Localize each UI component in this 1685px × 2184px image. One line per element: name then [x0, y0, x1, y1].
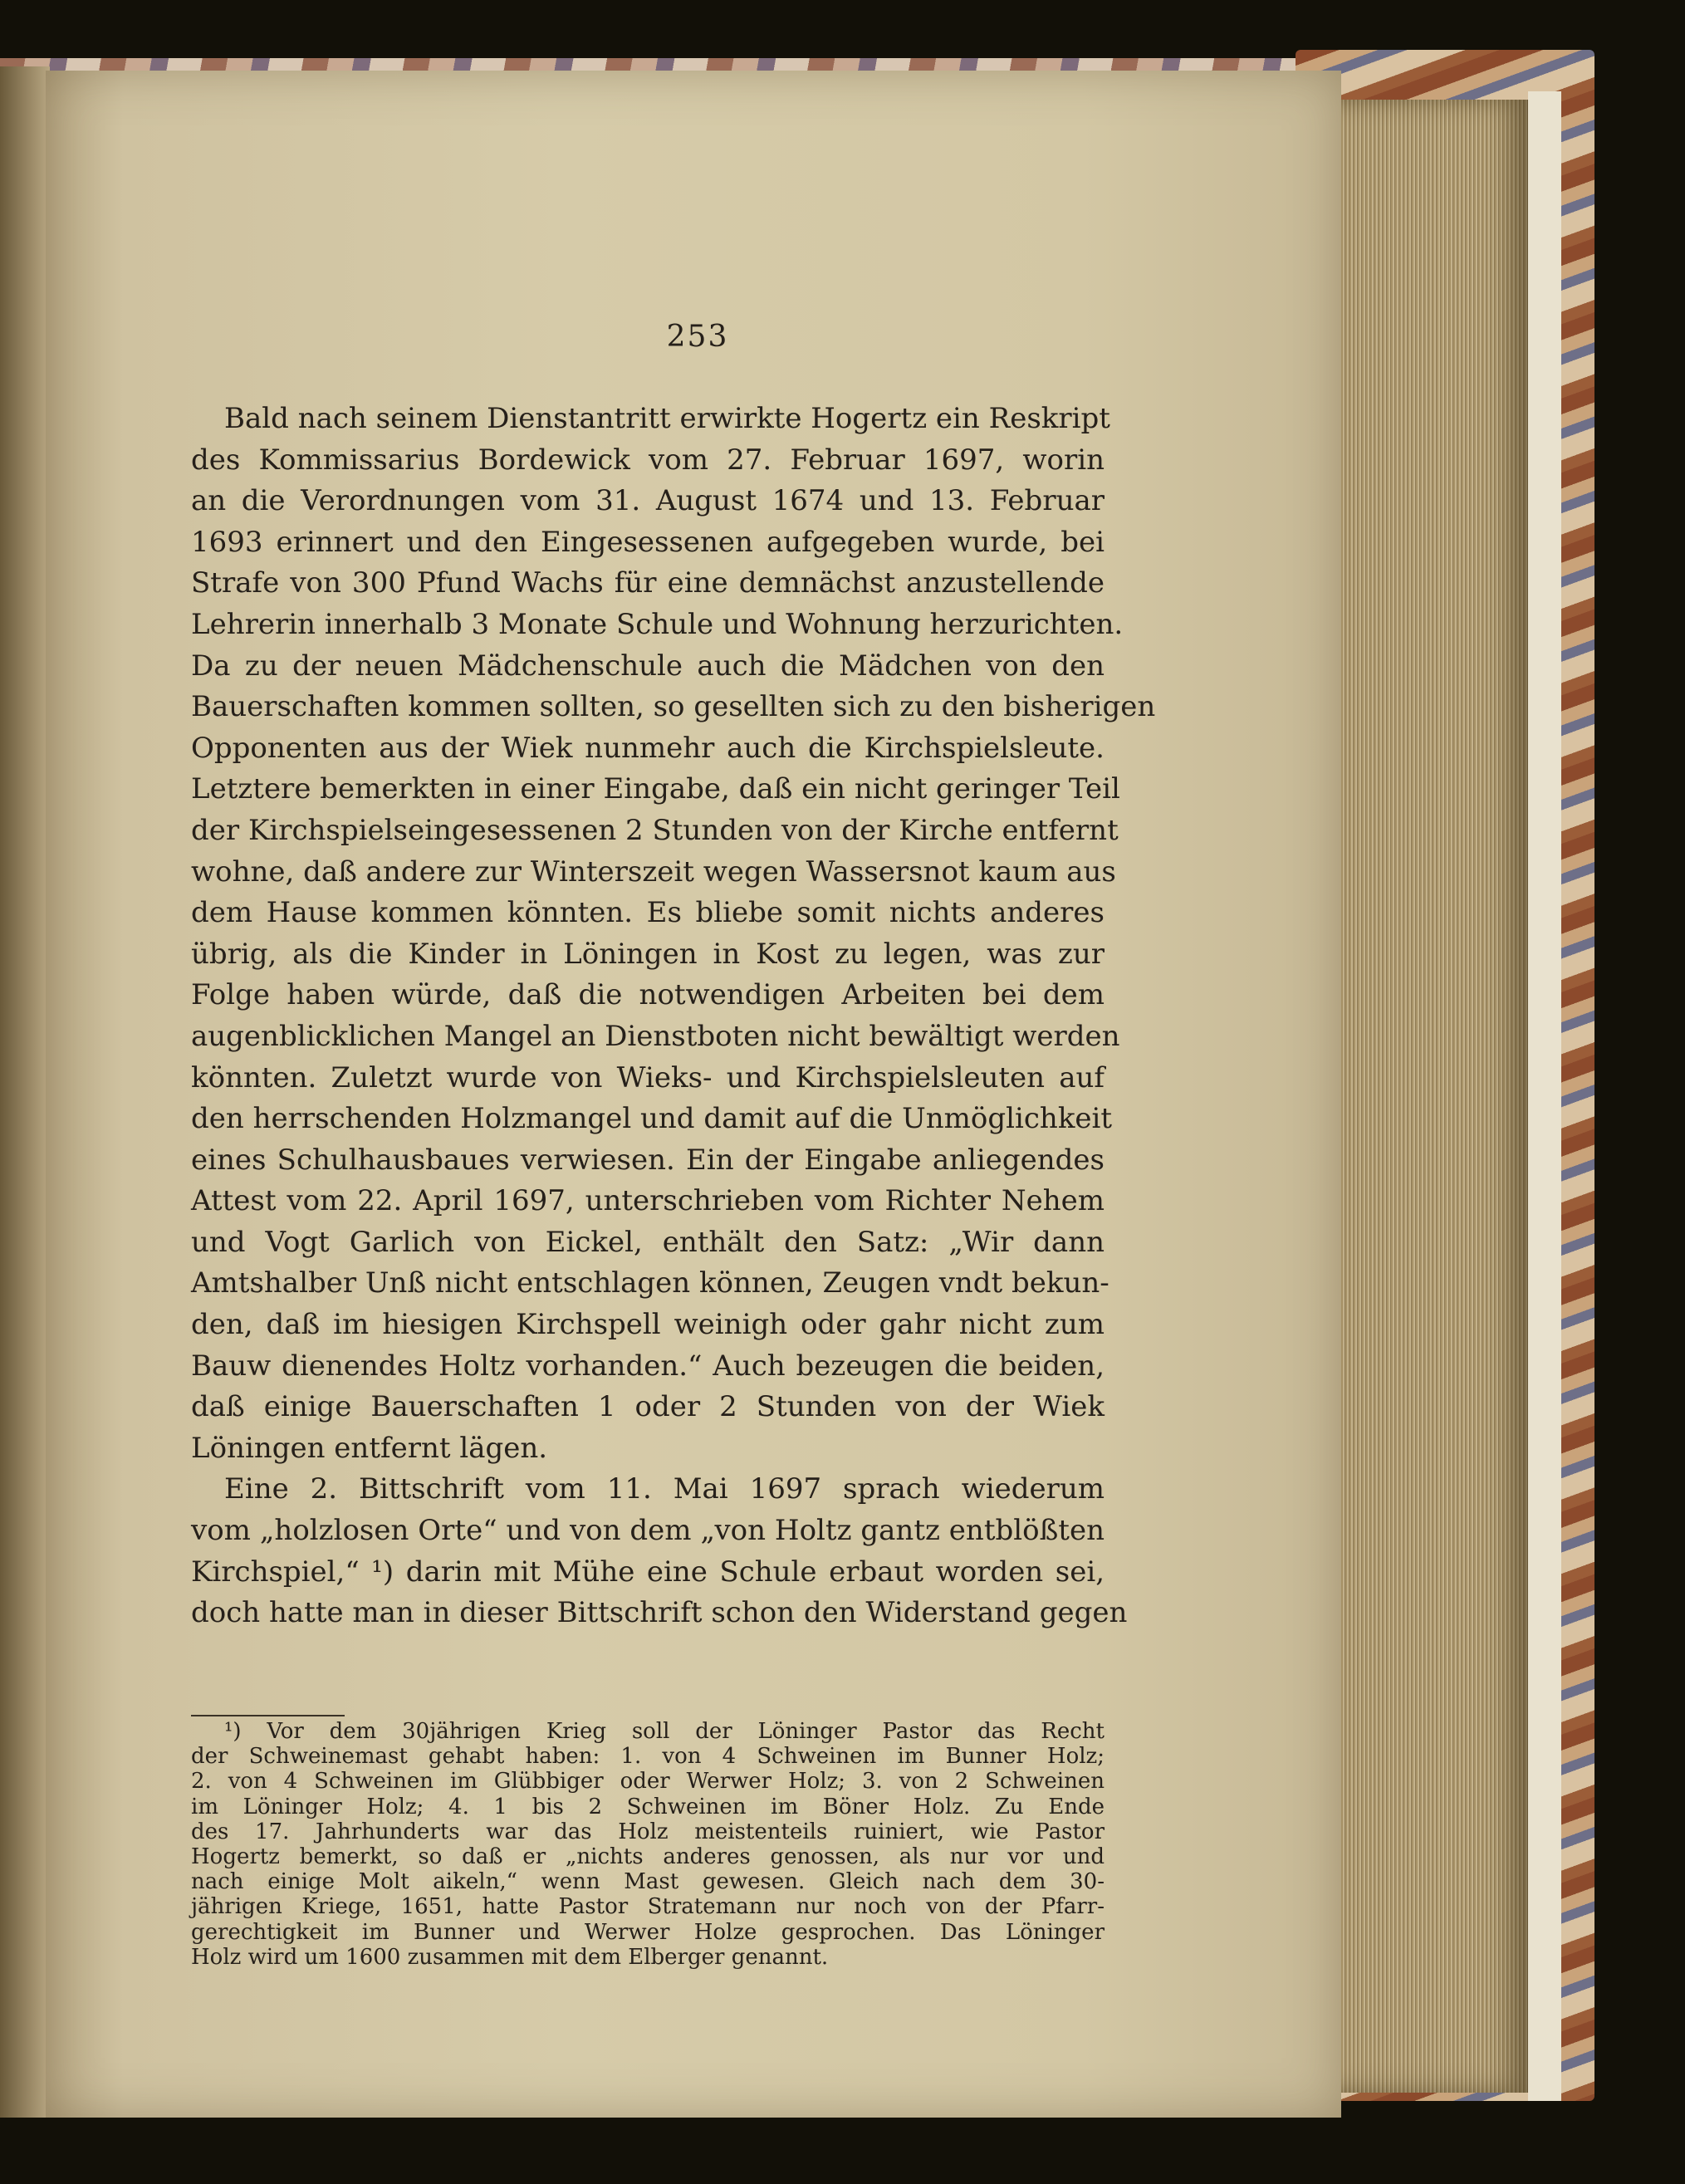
text-line: Eine 2. Bittschrift vom 11. Mai 1697 sprach wiederum: [224, 1472, 1105, 1506]
cover-inner-band: [1528, 91, 1561, 2101]
text-line: augenblicklichen Mangel an Dienstboten nicht bewältigt werden: [191, 1019, 1120, 1053]
text-line: vom „holzlosen Orte“ und von dem „von Holtz gantz entblößten: [191, 1514, 1105, 1548]
footnote-line: 2. von 4 Schweinen im Glübbiger oder Werwer Holz; 3. von 2 Schweinen: [191, 1769, 1105, 1795]
text-line: eines Schulhausbaues verwiesen. Ein der Eingabe anliegendes: [191, 1143, 1105, 1177]
text-line: Bauw dienendes Holtz vorhanden.“ Auch bezeugen die beiden,: [191, 1349, 1105, 1383]
text-line: übrig, als die Kinder in Löningen in Kost zu legen, was zur: [191, 937, 1105, 971]
text-line: Opponenten aus der Wiek nunmehr auch die Kirchspielsleute.: [191, 731, 1105, 765]
text-line: wohne, daß andere zur Winterszeit wegen Wassersnot kaum aus: [191, 855, 1116, 889]
text-line: daß einige Bauerschaften 1 oder 2 Stunden von der Wiek: [191, 1390, 1105, 1424]
text-line: Strafe von 300 Pfund Wachs für eine demnächst anzustellende: [191, 566, 1105, 600]
footnote-line: Hogertz bemerkt, so daß er „nichts anderes genossen, als nur vor und: [191, 1844, 1105, 1869]
text-line: den herrschenden Holzmangel und damit auf die Unmöglichkeit: [191, 1102, 1113, 1136]
text-line: Lehrerin innerhalb 3 Monate Schule und Wohnung herzurichten.: [191, 607, 1124, 641]
text-line: könnten. Zuletzt wurde von Wieks- und Kirchspielsleuten auf: [191, 1060, 1105, 1094]
main-text: [191, 399, 1156, 1634]
book-page: [46, 71, 1341, 2118]
text-line: Kirchspiel,“ ¹) darin mit Mühe eine Schule erbaut worden sei,: [191, 1555, 1105, 1589]
footnote-line: des 17. Jahrhunderts war das Holz meistenteils ruiniert, wie Pastor: [191, 1819, 1105, 1844]
text-line: 1693 erinnert und den Eingesessenen aufgegeben wurde, bei: [191, 525, 1105, 559]
footnote: [191, 1719, 1105, 1970]
page-number: 253: [666, 320, 729, 354]
footnote-line: gerechtigkeit im Bunner und Werwer Holze gesprochen. Das Löninger: [191, 1919, 1105, 1945]
footnote-line: im Löninger Holz; 4. 1 bis 2 Schweinen im Böner Holz. Zu Ende: [191, 1794, 1105, 1819]
footnote-line: der Schweinemast gehabt haben: 1. von 4 Schweinen im Bunner Holz;: [191, 1744, 1105, 1770]
text-line: Letztere bemerkten in einer Eingabe, daß ein nicht geringer Teil: [191, 772, 1120, 806]
text-line: Folge haben würde, daß die notwendigen Arbeiten bei dem: [191, 978, 1105, 1012]
text-line: Da zu der neuen Mädchenschule auch die Mädchen von den: [191, 649, 1105, 683]
page-fore-edge: [1337, 100, 1528, 2093]
text-line: doch hatte man in dieser Bittschrift schon den Widerstand gegen: [191, 1596, 1128, 1630]
text-line: Bauerschaften kommen sollten, so gesellten sich zu den bisherigen: [191, 690, 1156, 724]
footnote-line: Holz wird um 1600 zusammen mit dem Elberger genannt.: [191, 1944, 829, 1970]
footnote-line: nach einige Molt aikeln,“ wenn Mast gewesen. Gleich nach dem 30-: [191, 1869, 1105, 1895]
text-line: dem Hause kommen könnten. Es bliebe somit nichts anderes: [191, 896, 1105, 930]
text-line: Löningen entfernt lägen.: [191, 1431, 548, 1465]
text-line: Amtshalber Unß nicht entschlagen können, Zeugen vndt bekun-: [191, 1266, 1109, 1300]
text-line: Attest vom 22. April 1697, unterschrieben vom Richter Nehem: [191, 1184, 1105, 1218]
text-line: und Vogt Garlich von Eickel, enthält den Satz: „Wir dann: [191, 1225, 1105, 1259]
footnote-line: jährigen Kriege, 1651, hatte Pastor Stratemann nur noch von der Pfarr-: [191, 1894, 1105, 1920]
footnote-line: ¹) Vor dem 30jährigen Krieg soll der Löninger Pastor das Recht: [224, 1719, 1105, 1744]
text-line: Bald nach seinem Dienstantritt erwirkte Hogertz ein Reskript: [224, 402, 1110, 435]
text-line: an die Verordnungen vom 31. August 1674 und 13. Februar: [191, 484, 1105, 518]
text-line: der Kirchspielseingesessenen 2 Stunden von der Kirche entfernt: [191, 813, 1119, 847]
left-page-edge: [0, 66, 50, 2118]
text-line: des Kommissarius Bordewick vom 27. Februar 1697, worin: [191, 443, 1105, 477]
footnote-rule: [191, 1715, 345, 1716]
text-line: den, daß im hiesigen Kirchspell weinigh oder gahr nicht zum: [191, 1308, 1105, 1342]
